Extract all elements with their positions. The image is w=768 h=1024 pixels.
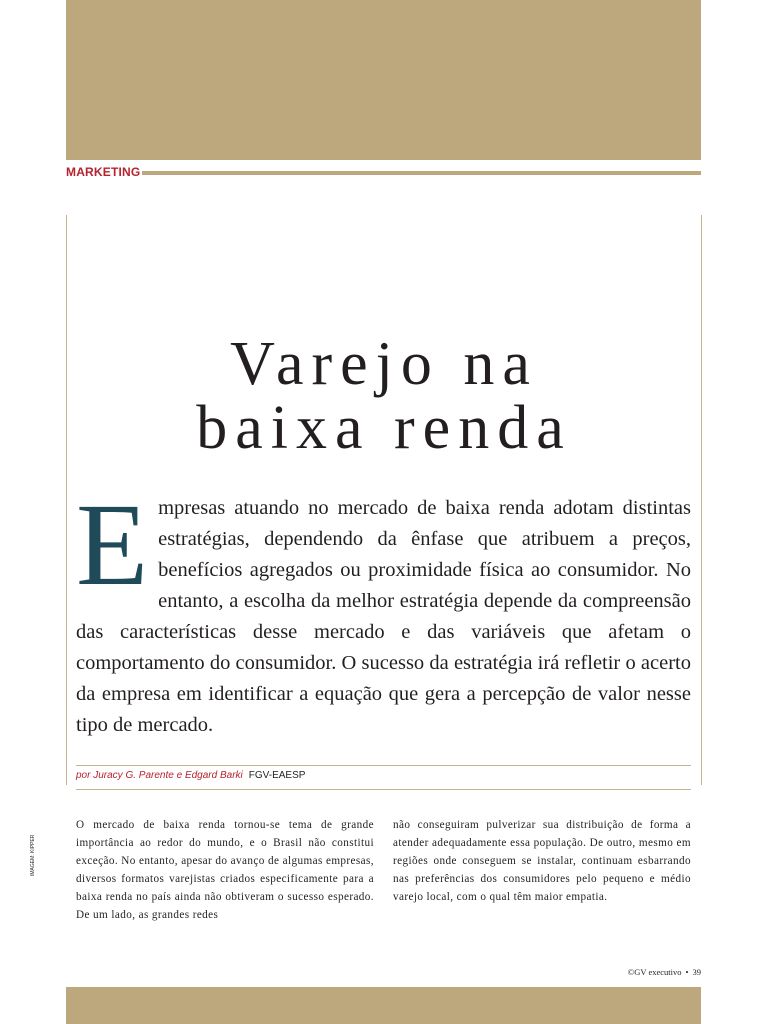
image-credit: IMAGEM: KIPPER [30, 834, 36, 876]
article-title [67, 332, 701, 460]
title-line-2: baixa renda [196, 394, 572, 462]
body-column-left: O mercado de baixa renda tornou-se tema de grande importância ao redor do mundo, e o Brasil não constitui exceção. No entanto, apesar do avanço de algumas empresas, diversos formatos varejistas criados especificamente para a baixa renda no país ainda não obtiveram o sucesso esperado. De um lado, as grandes redes [76, 819, 374, 921]
lead-paragraph [76, 479, 691, 741]
body-column-right: não conseguiram pulverizar sua distribuição de forma a atender adequadamente essa população. De outro, mesmo em regiões onde conseguem se instalar, continuam esbarrando nas preferências dos consumidores pelo pequeno e médio varejo local, com o qual têm maior empatia. [393, 819, 691, 903]
title-line-1: Varejo na [230, 330, 538, 398]
folio-separator: • [685, 967, 689, 977]
folio [624, 967, 701, 977]
byline [76, 770, 305, 781]
byline-authors: por Juracy G. Parente e Edgard Barki [76, 770, 243, 781]
section-label: MARKETING [66, 165, 141, 179]
folio-publication: ©GV executivo [627, 967, 682, 977]
byline-rule-bottom [76, 789, 691, 790]
lead-text: mpresas atuando no mercado de baixa renda adotam distintas estratégias, dependendo da ênfase que atribuem a preços, benefícios agregados ou proximidade física ao consumidor. No entanto, a escolha da melhor estratégia depende da compreensão das características desse mercado e das variáveis que afetam o comportamento do consumidor. O sucesso da estratégia irá refletir o acerto da empresa em identificar a equação que gera a percepção de valor nesse tipo de mercado. [76, 497, 691, 736]
bottom-color-band [66, 987, 701, 1024]
top-color-band [66, 0, 701, 160]
byline-rule-top [76, 765, 691, 766]
frame-left-rule [66, 215, 67, 785]
frame-right-rule [701, 215, 702, 785]
folio-page-number: 39 [692, 967, 701, 977]
byline-institution: FGV-EAESP [248, 770, 306, 781]
section-rule [142, 171, 701, 175]
drop-cap: E [76, 479, 149, 610]
